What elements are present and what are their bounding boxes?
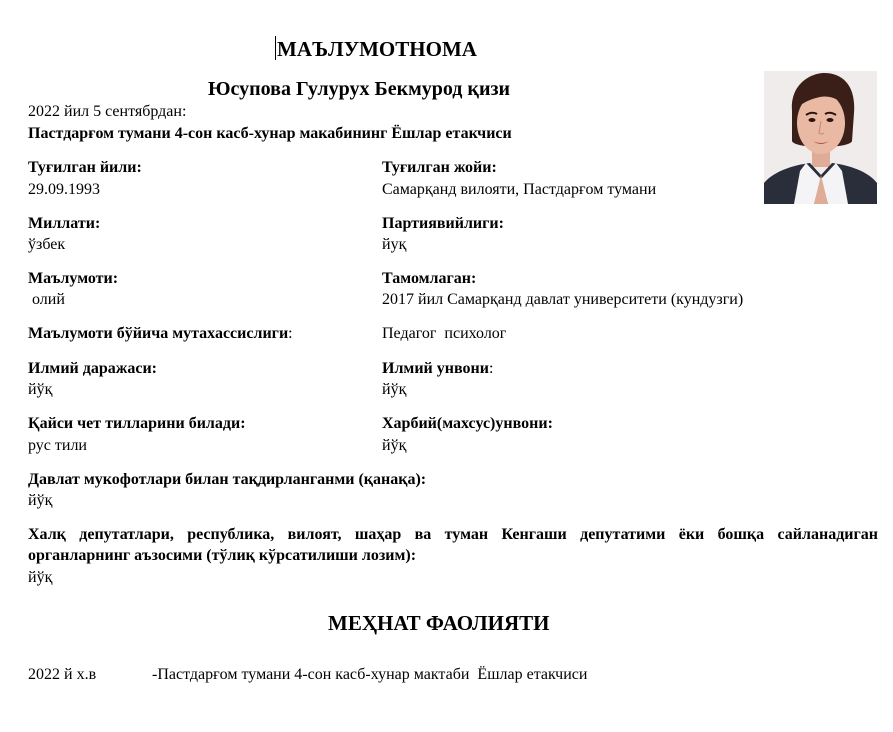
birth-place-value: Самарқанд вилояти, Пастдарғом тумани — [382, 181, 657, 198]
current-position: Пастдарғом тумани 4-сон касб-хунар макабининг Ёшлар етакчиси — [28, 125, 512, 142]
degree-label: Илмий даражаси: — [28, 360, 157, 377]
specialty-label-suffix: : — [288, 325, 293, 342]
education-label: Маълумоти: — [28, 270, 119, 287]
birth-year-value: 29.09.1993 — [28, 181, 100, 198]
graduated-value: 2017 йил Самарқанд давлат университети (кундузги) — [382, 291, 744, 308]
birth-place-label: Туғилган жойи: — [382, 159, 497, 176]
specialty-value: Педагог психолог — [382, 325, 507, 342]
languages-label: Қайси чет тилларини билади: — [28, 415, 246, 432]
specialty-label-line — [28, 324, 293, 344]
work-entry-description: -Пастдарғом тумани 4-сон касб-хунар мактаби Ёшлар етакчиси — [152, 666, 588, 683]
text-cursor — [275, 36, 276, 60]
party-label: Партиявийлиги: — [382, 215, 504, 232]
portrait-photo — [764, 71, 877, 204]
languages-value: рус тили — [28, 437, 87, 454]
awards-label: Давлат мукофотлари билан тақдирланганми (қанақа): — [28, 471, 427, 488]
graduated-label: Тамомлаган: — [382, 270, 477, 287]
person-name: Юсупова Гулурух Бекмурод қизи — [208, 78, 511, 100]
deputy-value: йўқ — [28, 569, 53, 586]
rank-label: Илмий унвони — [382, 360, 489, 377]
military-rank-label: Харбий(махсус)унвони: — [382, 415, 553, 432]
rank-label-suffix: : — [488, 360, 494, 377]
education-value: олий — [28, 291, 65, 308]
work-entry-period: 2022 й х.в — [28, 666, 97, 683]
deputy-label: Халқ депутатлари, республика, вилоят, шаҳар ва туман Кенгаши депутатими ёки бошқа сайланадиган органларнинг аъзосими (тўлиқ кўрсатилиши лозим): — [28, 526, 878, 564]
party-value: йуқ — [382, 236, 407, 253]
nationality-label: Миллати: — [28, 215, 101, 232]
nationality-value: ўзбек — [28, 236, 66, 253]
birth-year-label: Туғилган йили: — [28, 159, 142, 176]
rank-label-line — [382, 359, 493, 379]
military-rank-value: йўқ — [382, 437, 407, 454]
since-date: 2022 йил 5 сентябрдан: — [28, 103, 187, 120]
work-history-heading: МЕҲНАТ ФАОЛИЯТИ — [328, 611, 550, 635]
specialty-label: Маълумоти бўйича мутахассислиги — [28, 325, 289, 342]
rank-value: йўқ — [382, 381, 407, 398]
awards-value: йўқ — [28, 492, 53, 509]
document-title: МАЪЛУМОТНОМА — [277, 37, 477, 61]
degree-value: йўқ — [28, 381, 53, 398]
